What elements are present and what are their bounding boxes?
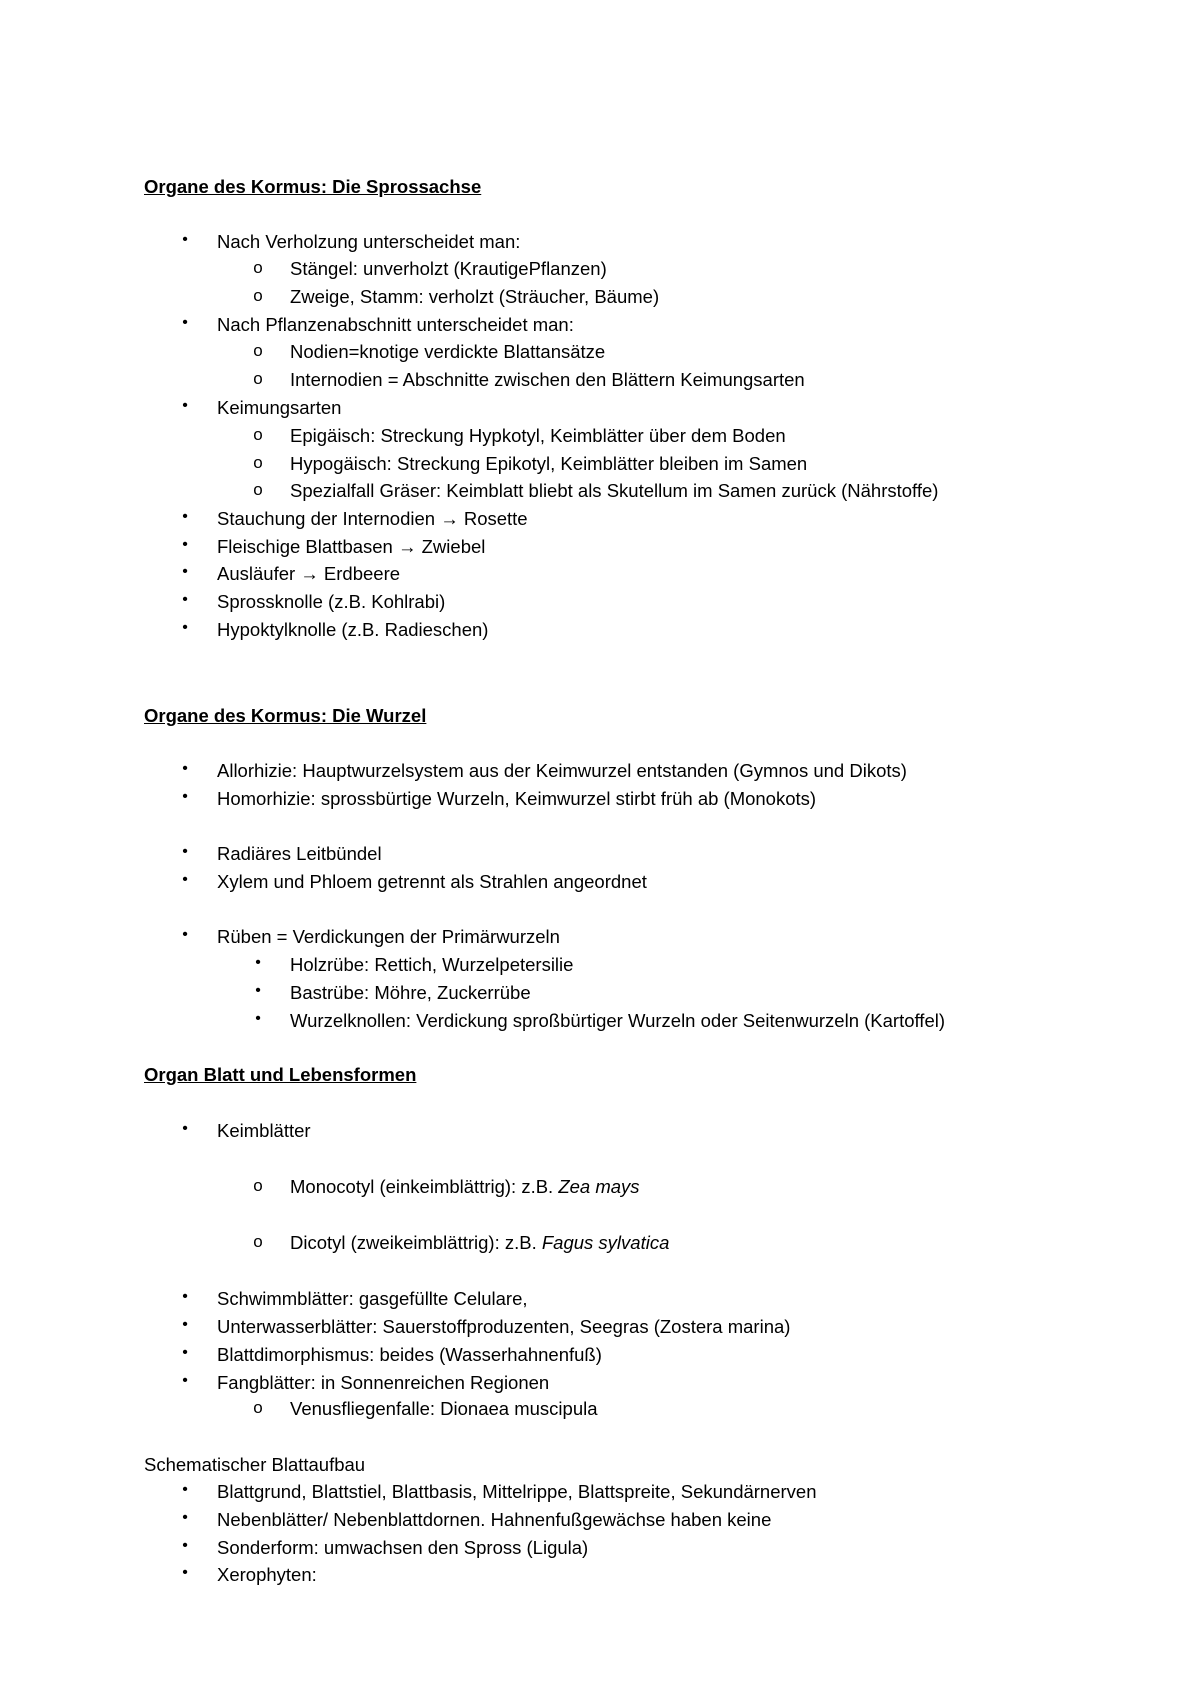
bullet-icon: • bbox=[182, 314, 188, 331]
list-item: • Fangblätter: in Sonnenreichen Regionen bbox=[217, 1372, 549, 1394]
bullet-icon: • bbox=[182, 1372, 188, 1389]
heading-blatt: Organ Blatt und Lebensformen bbox=[144, 1064, 417, 1085]
list-item: • Blattgrund, Blattstiel, Blattbasis, Mittelrippe, Blattspreite, Sekundärnerven bbox=[217, 1481, 817, 1503]
list-item: o Stängel: unverholzt (KrautigePflanzen) bbox=[290, 258, 607, 280]
list-item: • Unterwasserblätter: Sauerstoffproduzenten, Seegras (Zostera marina) bbox=[217, 1316, 790, 1338]
circle-bullet-icon: o bbox=[253, 453, 263, 472]
list-item: • Homorhizie: sprossbürtige Wurzeln, Keimwurzel stirbt früh ab (Monokots) bbox=[217, 788, 816, 810]
list-item: • Xylem und Phloem getrennt als Strahlen angeordnet bbox=[217, 871, 647, 893]
bullet-icon: • bbox=[182, 1509, 188, 1526]
circle-bullet-icon: o bbox=[253, 341, 263, 360]
list-item: • Wurzelknollen: Verdickung sproßbürtiger Wurzeln oder Seitenwurzeln (Kartoffel) bbox=[290, 1010, 945, 1032]
bullet-icon: • bbox=[182, 563, 188, 580]
list-item: • Allorhizie: Hauptwurzelsystem aus der Keimwurzel entstanden (Gymnos und Dikots) bbox=[217, 760, 907, 782]
bullet-icon: • bbox=[182, 760, 188, 777]
bullet-icon: • bbox=[182, 1481, 188, 1498]
bullet-icon: • bbox=[255, 982, 261, 999]
list-item: o Hypogäisch: Streckung Epikotyl, Keimblätter bleiben im Samen bbox=[290, 453, 807, 475]
circle-bullet-icon: o bbox=[253, 480, 263, 499]
bullet-icon: • bbox=[182, 871, 188, 888]
bullet-icon: • bbox=[182, 926, 188, 943]
circle-bullet-icon: o bbox=[253, 425, 263, 444]
bullet-icon: • bbox=[182, 1288, 188, 1305]
bullet-icon: • bbox=[182, 231, 188, 248]
list-item: • Holzrübe: Rettich, Wurzelpetersilie bbox=[290, 954, 573, 976]
list-item: • Nebenblätter/ Nebenblattdornen. Hahnenfußgewächse haben keine bbox=[217, 1509, 771, 1531]
circle-bullet-icon: o bbox=[253, 369, 263, 388]
bullet-icon: • bbox=[182, 1120, 188, 1137]
list-item: • Schwimmblätter: gasgefüllte Celulare, bbox=[217, 1288, 528, 1310]
list-item: o Internodien = Abschnitte zwischen den Blättern Keimungsarten bbox=[290, 369, 805, 391]
list-item: • Nach Verholzung unterscheidet man: bbox=[217, 231, 520, 253]
bullet-icon: • bbox=[182, 1537, 188, 1554]
list-item: • Blattdimorphismus: beides (Wasserhahnenfuß) bbox=[217, 1344, 602, 1366]
circle-bullet-icon: o bbox=[253, 1398, 263, 1417]
circle-bullet-icon: o bbox=[253, 286, 263, 305]
list-item: o Monocotyl (einkeimblättrig): z.B. Zea mays bbox=[290, 1176, 640, 1198]
species-name: Zea mays bbox=[558, 1176, 640, 1197]
species-name: Fagus sylvatica bbox=[541, 1232, 670, 1253]
bullet-icon: • bbox=[182, 619, 188, 636]
bullet-icon: • bbox=[255, 954, 261, 971]
list-item: • Stauchung der Internodien → Rosette bbox=[217, 508, 528, 530]
circle-bullet-icon: o bbox=[253, 1232, 263, 1251]
bullet-icon: • bbox=[182, 788, 188, 805]
bullet-icon: • bbox=[182, 843, 188, 860]
list-item: • Keimungsarten bbox=[217, 397, 341, 419]
list-item: • Rüben = Verdickungen der Primärwurzeln bbox=[217, 926, 560, 948]
list-item: • Keimblätter bbox=[217, 1120, 311, 1142]
heading-blattaufbau: Schematischer Blattaufbau bbox=[144, 1454, 366, 1475]
bullet-icon: • bbox=[182, 536, 188, 553]
heading-sprossachse: Organe des Kormus: Die Sprossachse bbox=[144, 176, 482, 197]
list-item: • Sprossknolle (z.B. Kohlrabi) bbox=[217, 591, 445, 613]
bullet-icon: • bbox=[182, 591, 188, 608]
bullet-icon: • bbox=[182, 397, 188, 414]
list-item: • Ausläufer → Erdbeere bbox=[217, 563, 400, 585]
list-item: • Nach Pflanzenabschnitt unterscheidet man: bbox=[217, 314, 574, 336]
list-item: o Nodien=knotige verdickte Blattansätze bbox=[290, 341, 605, 363]
bullet-icon: • bbox=[182, 508, 188, 525]
bullet-icon: • bbox=[182, 1564, 188, 1581]
list-item: o Epigäisch: Streckung Hypkotyl, Keimblätter über dem Boden bbox=[290, 425, 786, 447]
list-item: • Fleischige Blattbasen → Zwiebel bbox=[217, 536, 485, 558]
circle-bullet-icon: o bbox=[253, 258, 263, 277]
bullet-icon: • bbox=[182, 1316, 188, 1333]
list-item: • Bastrübe: Möhre, Zuckerrübe bbox=[290, 982, 531, 1004]
list-item: • Xerophyten: bbox=[217, 1564, 317, 1586]
list-item: • Radiäres Leitbündel bbox=[217, 843, 382, 865]
list-item: o Zweige, Stamm: verholzt (Sträucher, Bäume) bbox=[290, 286, 659, 308]
heading-wurzel: Organe des Kormus: Die Wurzel bbox=[144, 705, 427, 726]
circle-bullet-icon: o bbox=[253, 1176, 263, 1195]
list-item: o Spezialfall Gräser: Keimblatt bliebt als Skutellum im Samen zurück (Nährstoffe) bbox=[290, 480, 938, 502]
list-item: • Hypoktylknolle (z.B. Radieschen) bbox=[217, 619, 488, 641]
list-item: o Venusfliegenfalle: Dionaea muscipula bbox=[290, 1398, 598, 1420]
list-item: • Sonderform: umwachsen den Spross (Ligula) bbox=[217, 1537, 588, 1559]
bullet-icon: • bbox=[182, 1344, 188, 1361]
bullet-icon: • bbox=[255, 1010, 261, 1027]
list-item: o Dicotyl (zweikeimblättrig): z.B. Fagus sylvatica bbox=[290, 1232, 669, 1254]
